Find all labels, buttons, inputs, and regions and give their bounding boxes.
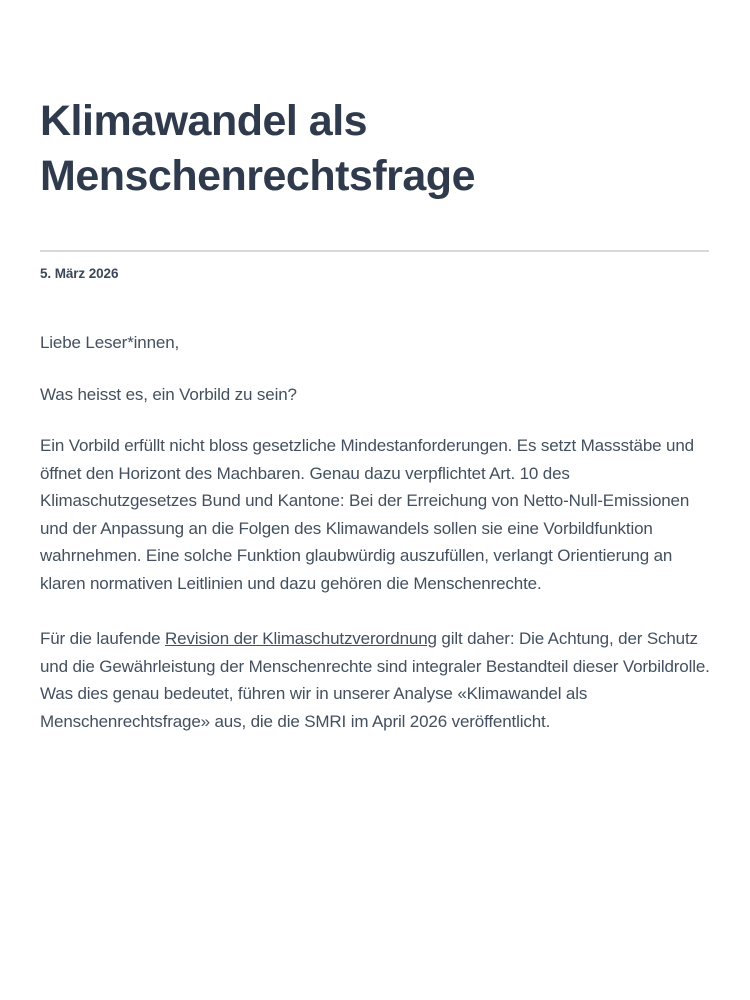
paragraph-two-suffix: gilt daher: Die Achtung, der Schutz und die Gewährleistung der Menschenrechte sind integraler Bestandteil dieser Vorbildrolle. Was dies genau bedeutet, führen wir in unserer Analyse «Klimawandel als Menschenrechtsfrage» aus, die die SMRI im April 2026 veröffentlicht. <box>40 629 710 731</box>
page-title: Klimawandel als Menschenrechtsfrage <box>40 97 475 201</box>
publication-date: 5. März 2026 <box>40 266 119 282</box>
paragraph-two <box>40 625 710 735</box>
paragraph-one: Ein Vorbild erfüllt nicht bloss gesetzliche Mindestanforderungen. Es setzt Massstäbe und öffnet den Horizont des Machbaren. Genau dazu verpflichtet Art. 10 des Klimaschutzgesetzes Bund und Kantone: Bei der Erreichung von Netto-Null-Emissionen und der Anpassung an die Folgen des Klimawandels sollen sie eine Vorbildfunktion wahrnehmen. Eine solche Funktion glaubwürdig auszufüllen, verlangt Orientierung an klaren normativen Leitlinien und dazu gehören die Menschenrechte. <box>40 436 694 593</box>
lead-question-text: Was heisst es, ein Vorbild zu sein? <box>40 384 297 404</box>
paragraph-two-prefix: Für die laufende <box>40 629 166 649</box>
article-body <box>40 329 710 735</box>
salutation-text: Liebe Leser*innen, <box>40 333 180 353</box>
title-divider <box>40 250 709 252</box>
revision-klimaschutzverordnung-link[interactable]: Revision der Klimaschutzverordnung <box>165 629 437 649</box>
